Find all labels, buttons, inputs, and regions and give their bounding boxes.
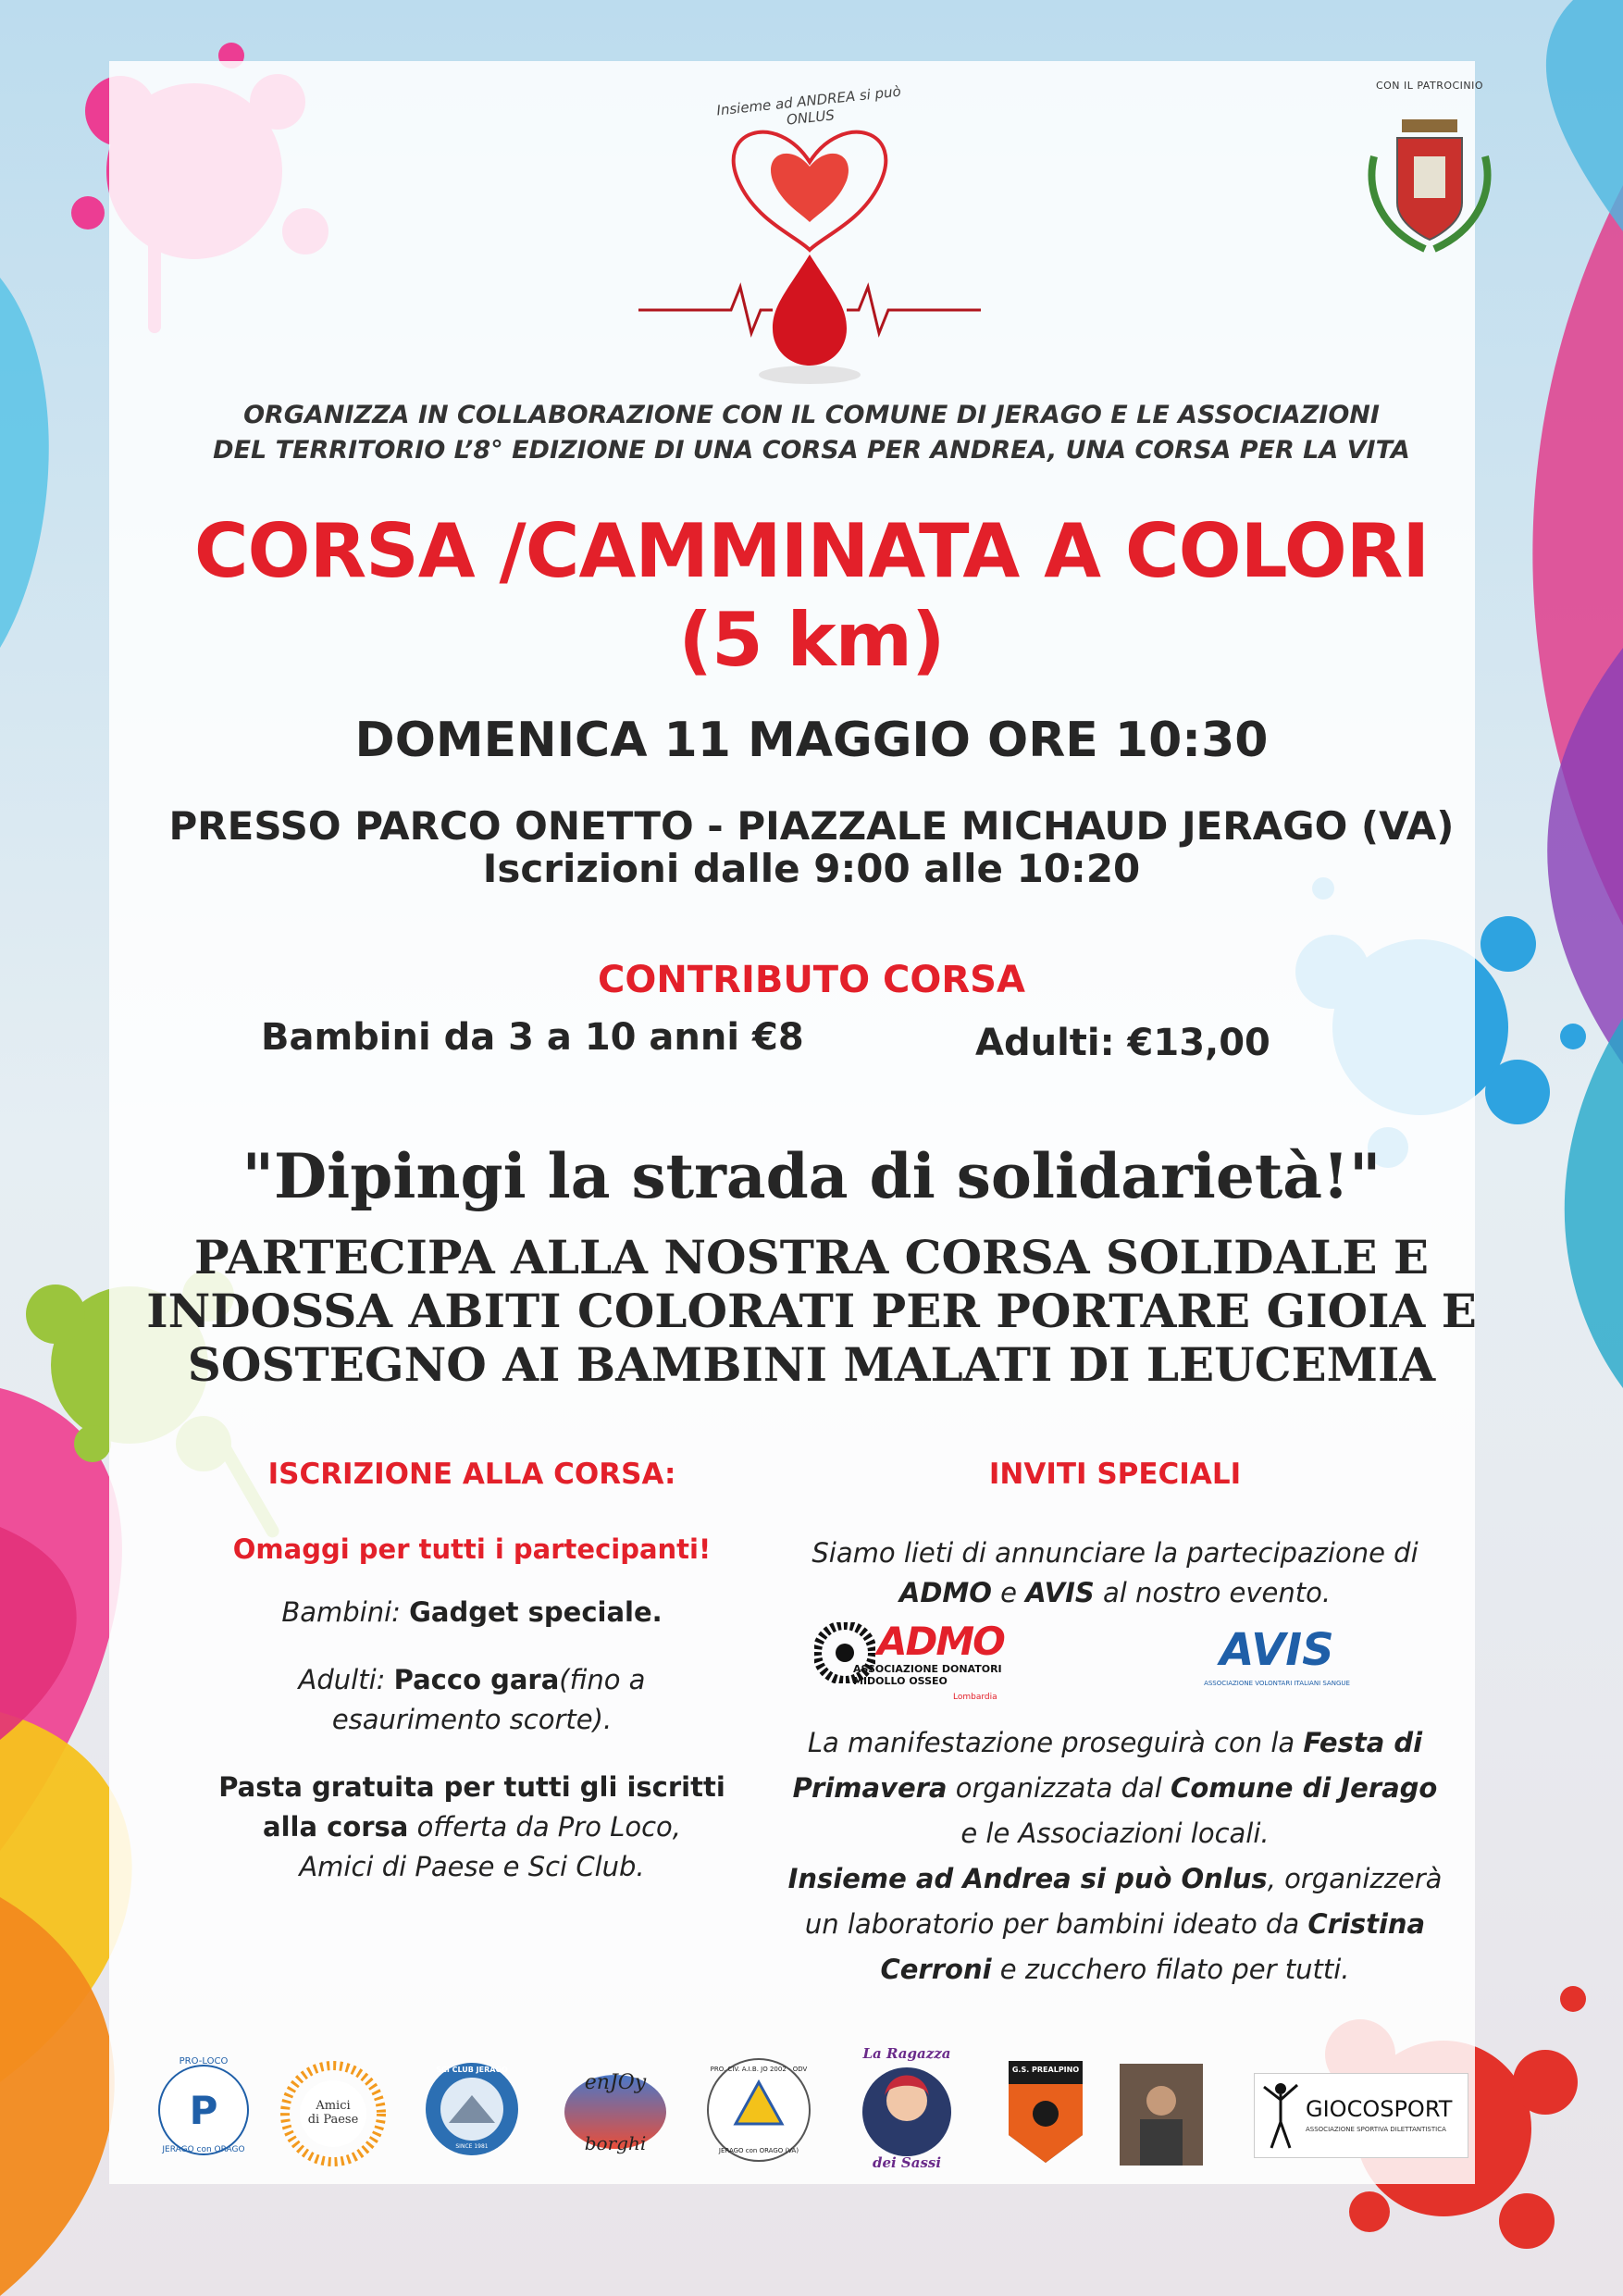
avis-logo (1203, 1624, 1369, 1707)
pasta-rest-1: offerta da Pro Loco, (416, 1811, 681, 1843)
announce-line-2: al nostro evento. (1103, 1577, 1332, 1608)
intro-line-1: ORGANIZZA IN COLLABORAZIONE CON IL COMUNE DI JERAGO E LE ASSOCIAZIONI (243, 401, 1380, 429)
sponsor-logos (139, 2045, 1484, 2184)
patronage-label: CON IL PATROCINIO (1375, 80, 1484, 92)
event-title-line-1: CORSA /CAMMINATA A COLORI (193, 508, 1430, 594)
kids-gift-label: Bambini: (281, 1596, 401, 1628)
sci-club-text-1: SCI CLUB JERAGO (436, 2066, 508, 2074)
festival-p5-bold: Cristina (1307, 1908, 1426, 1940)
event-place (139, 805, 1484, 890)
adults-gift-label: Adulti: (298, 1664, 386, 1695)
festival-p2: organizzata dal (955, 1772, 1162, 1804)
kids-gift-value: Gadget speciale. (409, 1596, 663, 1628)
slogan: "Dipingi la strada di solidarietà!" (242, 1140, 1381, 1212)
and-word: e (1000, 1577, 1017, 1608)
festival-p2-bold: Primavera (792, 1772, 948, 1804)
intro-line-2: DEL TERRITORIO L’8° EDIZIONE DI UNA CORSA PER ANDREA, UNA CORSA PER LA VITA (213, 436, 1410, 465)
festival-p3: e le Associazioni locali. (960, 1818, 1270, 1849)
admo-region: Lombardia (953, 1693, 997, 1702)
pasta-bold-1: Pasta gratuita per tutti gli iscritti (218, 1771, 725, 1803)
call-to-action (139, 1231, 1484, 1392)
pro-loco-text-2: JERAGO con ORAGO (162, 2145, 245, 2154)
adults-gift-note-2: esaurimento scorte). (331, 1704, 613, 1735)
procivil-text-1: PRO. CIV. A.I.B. JO 2002 - ODV (710, 2066, 808, 2073)
pasta-offer (185, 1768, 759, 1887)
festival-p4: , organizzerà (1267, 1863, 1443, 1894)
sponsor-amici-di-paese (278, 2058, 389, 2169)
gs-text: G.S. PREALPINO (1011, 2066, 1080, 2074)
festival-p6-bold: Cerroni (880, 1954, 992, 1985)
organizer-logo-text: Insieme ad ANDREA si può ONLUS (715, 82, 902, 129)
registration-column (185, 1458, 759, 1887)
giocosport-sub: ASSOCIAZIONE SPORTIVA DILETTANTISTICA (1306, 2126, 1446, 2133)
festival-p1-bold: Festa di (1303, 1727, 1423, 1758)
festival-p5: un laboratorio per bambini ideato da (804, 1908, 1300, 1940)
organizer-logo (601, 56, 1018, 389)
announce-line-1: Siamo lieti di annunciare la partecipazione di (812, 1537, 1419, 1569)
festival-p4-bold: Insieme ad Andrea si può Onlus (787, 1863, 1268, 1894)
amici-text-2: di Paese (307, 2113, 359, 2127)
cta-line-1: PARTECIPA ALLA NOSTRA CORSA SOLIDALE E (193, 1230, 1430, 1285)
avis-sub: ASSOCIAZIONE VOLONTARI ITALIANI SANGUE (1204, 1680, 1350, 1687)
adults-gift-value: Pacco gara (393, 1664, 560, 1695)
procivil-text-2: JERAGO con ORAGO (VA) (718, 2147, 799, 2154)
sponsor-gs-prealpino (1004, 2056, 1087, 2167)
partner-logos (777, 1619, 1453, 1720)
cta-line-2: INDOSSA ABITI COLORATI PER PORTARE GIOIA E (146, 1284, 1477, 1338)
event-title-line-2: (5 km) (678, 597, 945, 683)
gymnast-icon (1262, 2081, 1299, 2150)
sponsor-protezione-civile (703, 2054, 814, 2166)
festival-text (777, 1720, 1453, 1992)
registration-title: ISCRIZIONE ALLA CORSA: (267, 1458, 676, 1491)
coat-of-arms-icon (1360, 92, 1499, 267)
sponsor-sci-club (421, 2058, 523, 2160)
sponsor-photo (1120, 2064, 1203, 2166)
enjoy-text-2: borghi (584, 2132, 647, 2154)
patronage-block (1351, 80, 1508, 271)
festival-p2-bold2: Comune di Jerago (1171, 1772, 1438, 1804)
ragazza-text-2: dei Sassi (872, 2154, 942, 2171)
admo-sub-1: ASSOCIAZIONE DONATORI (853, 1663, 1002, 1675)
festival-p6: e zucchero filato per tutti. (999, 1954, 1350, 1985)
adults-gift (185, 1660, 759, 1740)
event-location: PRESSO PARCO ONETTO - PIAZZALE MICHAUD JERAGO (VA) (168, 803, 1455, 849)
sponsor-enjoy-borghi (560, 2054, 671, 2166)
sponsor-pro-loco (148, 2054, 259, 2166)
cta-line-3: SOSTEGNO AI BAMBINI MALATI DI LEUCEMIA (187, 1337, 1436, 1392)
contribution-title: CONTRIBUTO CORSA (598, 959, 1025, 1001)
festival-p1: La manifestazione proseguirà con la (807, 1727, 1295, 1758)
amici-text (278, 2099, 389, 2127)
giocosport-text: GIOCOSPORT (1306, 2096, 1453, 2122)
adults-price: Adulti: €13,00 (975, 1022, 1270, 1064)
sci-club-text-2: SINCE 1981 (455, 2143, 489, 2150)
gifts-text: Omaggi per tutti i partecipanti! (232, 1533, 712, 1565)
sponsor-giocosport (1254, 2073, 1468, 2158)
admo-logo-text: ADMO (877, 1619, 1004, 1664)
kids-price: Bambini da 3 a 10 anni €8 (261, 1016, 804, 1059)
special-invites-column (777, 1458, 1453, 1992)
amici-text-1: Amici (316, 2099, 351, 2113)
avis-logo-text: AVIS (1220, 1624, 1334, 1676)
sponsor-photo-icon (1120, 2064, 1203, 2166)
avis-name: AVIS (1025, 1577, 1095, 1608)
special-announce (777, 1533, 1453, 1613)
event-title (139, 507, 1484, 685)
intro-text (139, 398, 1484, 468)
ragazza-text-1: La Ragazza (862, 2045, 951, 2062)
enjoy-text-1: enJOy (584, 2071, 647, 2094)
event-date: DOMENICA 11 MAGGIO ORE 10:30 (354, 713, 1269, 768)
admo-sub-2: MIDOLLO OSSEO (853, 1675, 948, 1687)
pro-loco-text-1: PRO-LOCO (179, 2056, 229, 2066)
svg-text:P: P (189, 2088, 218, 2133)
admo-name: ADMO (898, 1577, 992, 1608)
adults-gift-note-1: (fino a (559, 1664, 646, 1695)
admo-logo (814, 1619, 1036, 1711)
pasta-bold-2: alla corsa (263, 1811, 409, 1843)
pasta-rest-2: Amici di Paese e Sci Club. (299, 1851, 645, 1882)
kids-gift (185, 1593, 759, 1632)
sponsor-ragazza-dei-sassi (851, 2045, 962, 2175)
registration-hours: Iscrizioni dalle 9:00 alle 10:20 (482, 846, 1141, 891)
special-invites-title: INVITI SPECIALI (988, 1458, 1242, 1491)
